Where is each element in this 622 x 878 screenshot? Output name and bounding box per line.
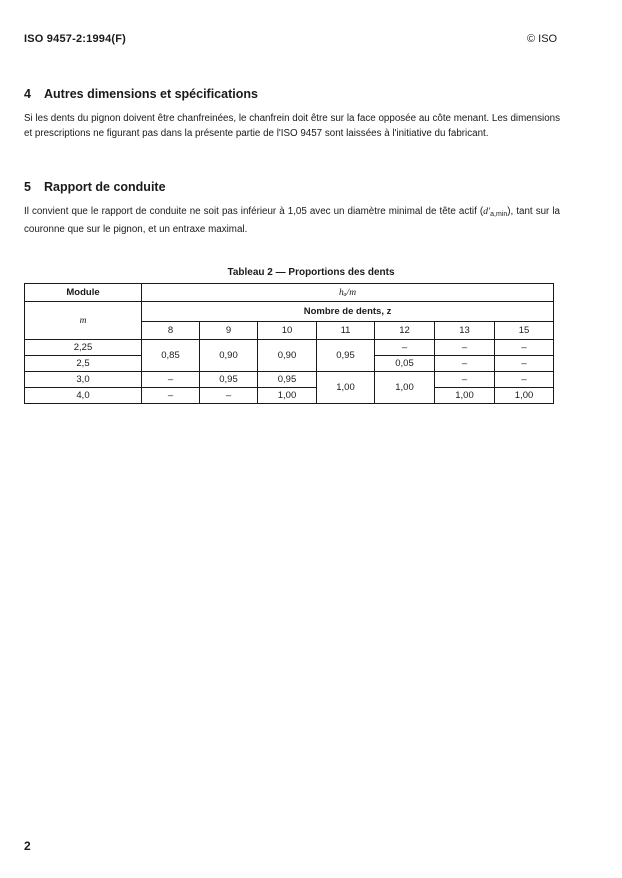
column-header: 15 bbox=[495, 322, 554, 340]
diameter-symbol: d' bbox=[483, 206, 491, 217]
column-header: 11 bbox=[317, 322, 375, 340]
copyright-mark: © ISO bbox=[527, 33, 558, 45]
table-cell: 1,00 bbox=[375, 372, 435, 404]
module-value: 3,0 bbox=[25, 372, 142, 388]
table-cell: – bbox=[142, 388, 200, 404]
section-5-text-after: ), tant sur la couronne que sur le pignon, et un entraxe maximal. bbox=[24, 206, 560, 235]
table-cell: 1,00 bbox=[495, 388, 554, 404]
table-cell: 0,05 bbox=[375, 356, 435, 372]
table-cell: 0,90 bbox=[200, 340, 258, 372]
table-cell: 1,00 bbox=[435, 388, 495, 404]
section-4-number: 4 bbox=[24, 87, 31, 101]
teeth-count-header: Nombre de dents, z bbox=[142, 302, 554, 322]
table-cell: 0,90 bbox=[258, 340, 317, 372]
section-5-text bbox=[24, 205, 560, 237]
diameter-symbol-subscript: a,min bbox=[490, 211, 508, 218]
table-cell: – bbox=[142, 372, 200, 388]
ratio-header: hₐ/m bbox=[142, 284, 554, 302]
table-cell: 0,95 bbox=[200, 372, 258, 388]
module-header: Module bbox=[25, 284, 142, 302]
module-value: 4,0 bbox=[25, 388, 142, 404]
section-5-number: 5 bbox=[24, 180, 31, 194]
table-cell: 1,00 bbox=[258, 388, 317, 404]
module-value: 2,5 bbox=[25, 356, 142, 372]
section-4-heading bbox=[24, 87, 258, 101]
table-cell: – bbox=[375, 340, 435, 356]
table-cell: 0,85 bbox=[142, 340, 200, 372]
section-4-text: Si les dents du pignon doivent être chanfreinées, le chanfrein doit être sur la face opposée au côte menant. Les dimensions et prescriptions ne figurant pas dans la présente partie de l'ISO 9457 sont laissées à l'initiative du fabricant. bbox=[24, 113, 560, 139]
section-4-title: Autres dimensions et spécifications bbox=[44, 87, 258, 101]
column-header: 9 bbox=[200, 322, 258, 340]
table-cell: 0,95 bbox=[317, 340, 375, 372]
column-header: 10 bbox=[258, 322, 317, 340]
module-value: 2,25 bbox=[25, 340, 142, 356]
table-cell: – bbox=[200, 388, 258, 404]
section-5-text-before: Il convient que le rapport de conduite ne soit pas inférieur à 1,05 avec un diamètre minimal de tête actif ( bbox=[24, 206, 484, 217]
module-symbol: m bbox=[25, 302, 142, 340]
table-cell: – bbox=[435, 372, 495, 388]
table-caption: Tableau 2 — Proportions des dents bbox=[227, 267, 395, 278]
table-cell: – bbox=[435, 340, 495, 356]
table-cell: – bbox=[495, 356, 554, 372]
table-cell: 0,95 bbox=[258, 372, 317, 388]
column-header: 13 bbox=[435, 322, 495, 340]
table-cell: – bbox=[495, 340, 554, 356]
tooth-proportions-table bbox=[24, 283, 554, 404]
section-5-heading bbox=[24, 180, 166, 194]
document-reference: ISO 9457-2:1994(F) bbox=[24, 33, 127, 45]
column-header: 8 bbox=[142, 322, 200, 340]
section-5-title: Rapport de conduite bbox=[44, 180, 166, 194]
column-header: 12 bbox=[375, 322, 435, 340]
table-cell: 1,00 bbox=[317, 372, 375, 404]
page-number: 2 bbox=[24, 839, 31, 853]
table-cell: – bbox=[495, 372, 554, 388]
table-cell: – bbox=[435, 356, 495, 372]
